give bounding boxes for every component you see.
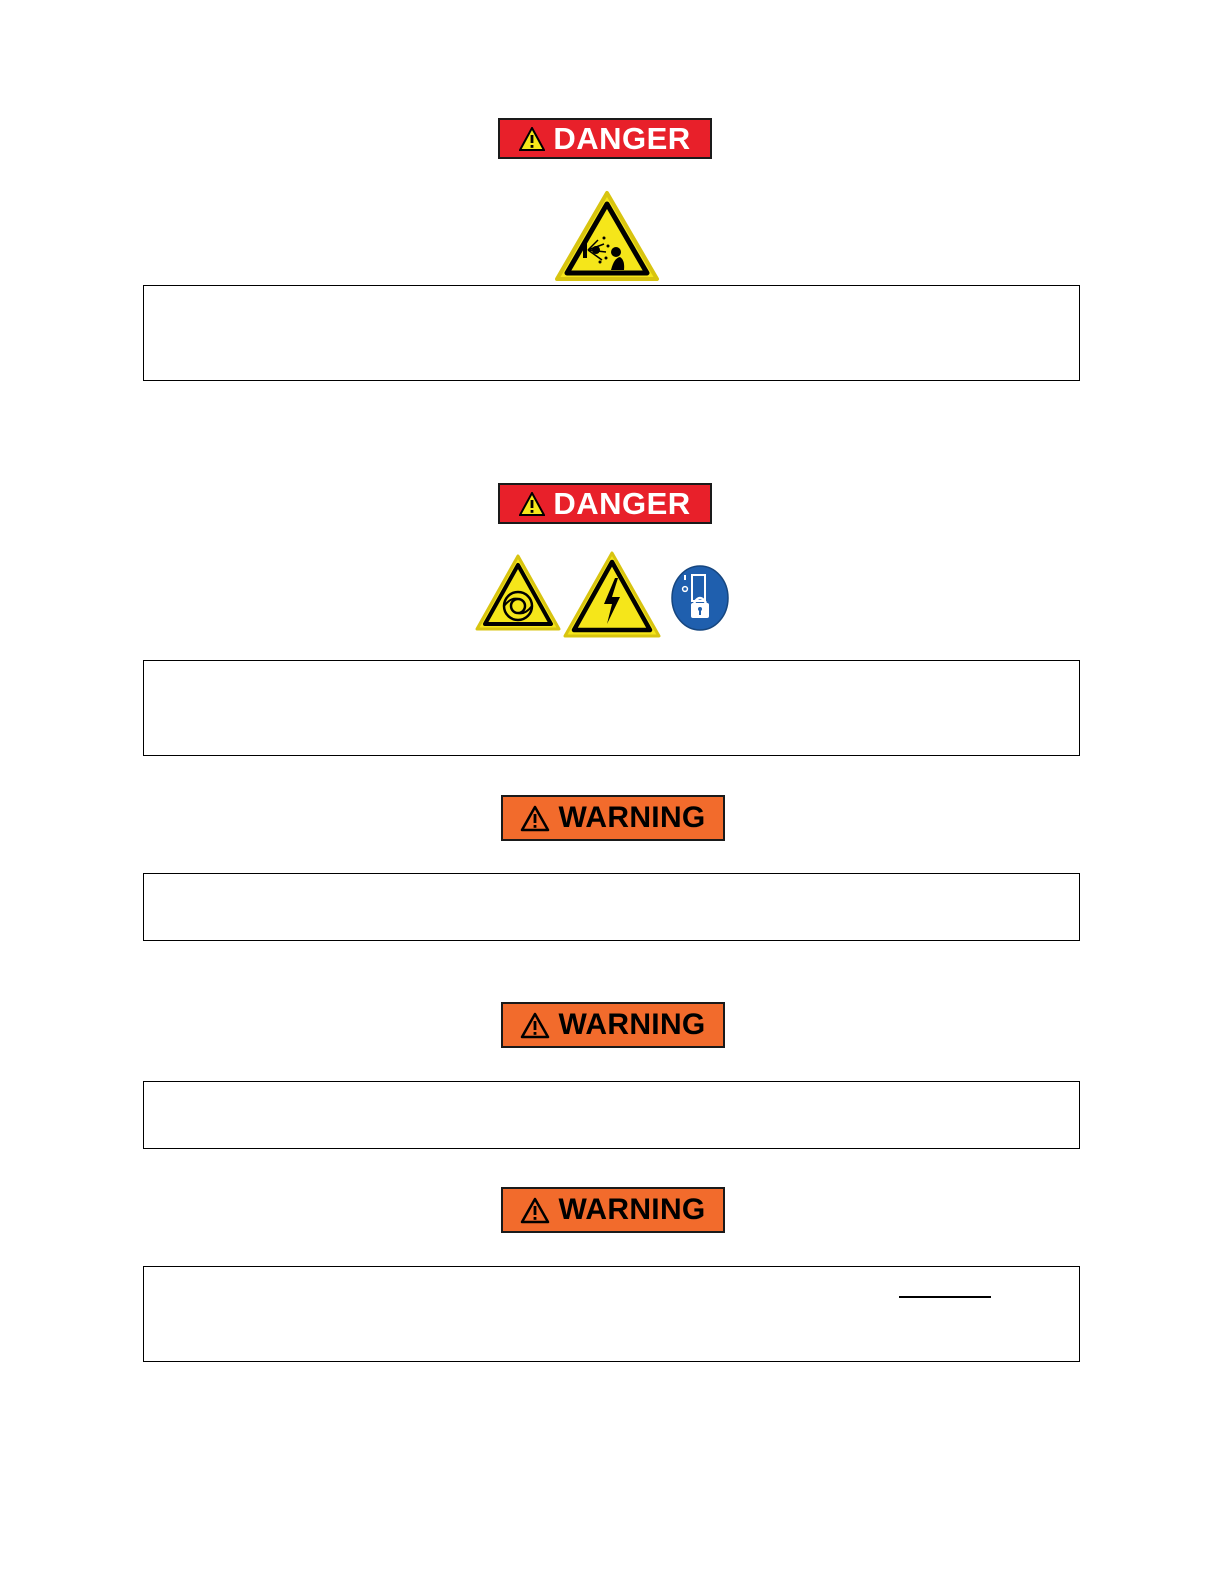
- warning-triangle-icon: [520, 805, 550, 832]
- warning-message-box: [143, 873, 1080, 941]
- disconnect-power-icon: [671, 565, 729, 631]
- warning-triangle-icon: [519, 127, 545, 151]
- warning-message-box: [143, 1266, 1080, 1362]
- warning-label: [501, 1187, 725, 1233]
- warning-triangle-icon: [519, 492, 545, 516]
- electrical-hazard-icon: [562, 550, 662, 640]
- warning-triangle-icon: [520, 1197, 550, 1224]
- danger-text: DANGER: [553, 486, 691, 521]
- warning-message-box: [143, 1081, 1080, 1149]
- danger-message-box: [143, 285, 1080, 381]
- warning-triangle-icon: [520, 1012, 550, 1039]
- danger-message-box: [143, 660, 1080, 756]
- danger-label: [498, 118, 712, 159]
- danger-text: DANGER: [553, 121, 691, 156]
- danger-label: [498, 483, 712, 524]
- warning-label: [501, 795, 725, 841]
- warning-text: WARNING: [558, 1008, 706, 1041]
- warning-label: [501, 1002, 725, 1048]
- text-underline: [899, 1296, 991, 1298]
- rotating-parts-hazard-icon: [474, 553, 562, 633]
- explosion-hazard-icon: [554, 190, 660, 282]
- warning-text: WARNING: [558, 801, 706, 834]
- warning-text: WARNING: [558, 1193, 706, 1226]
